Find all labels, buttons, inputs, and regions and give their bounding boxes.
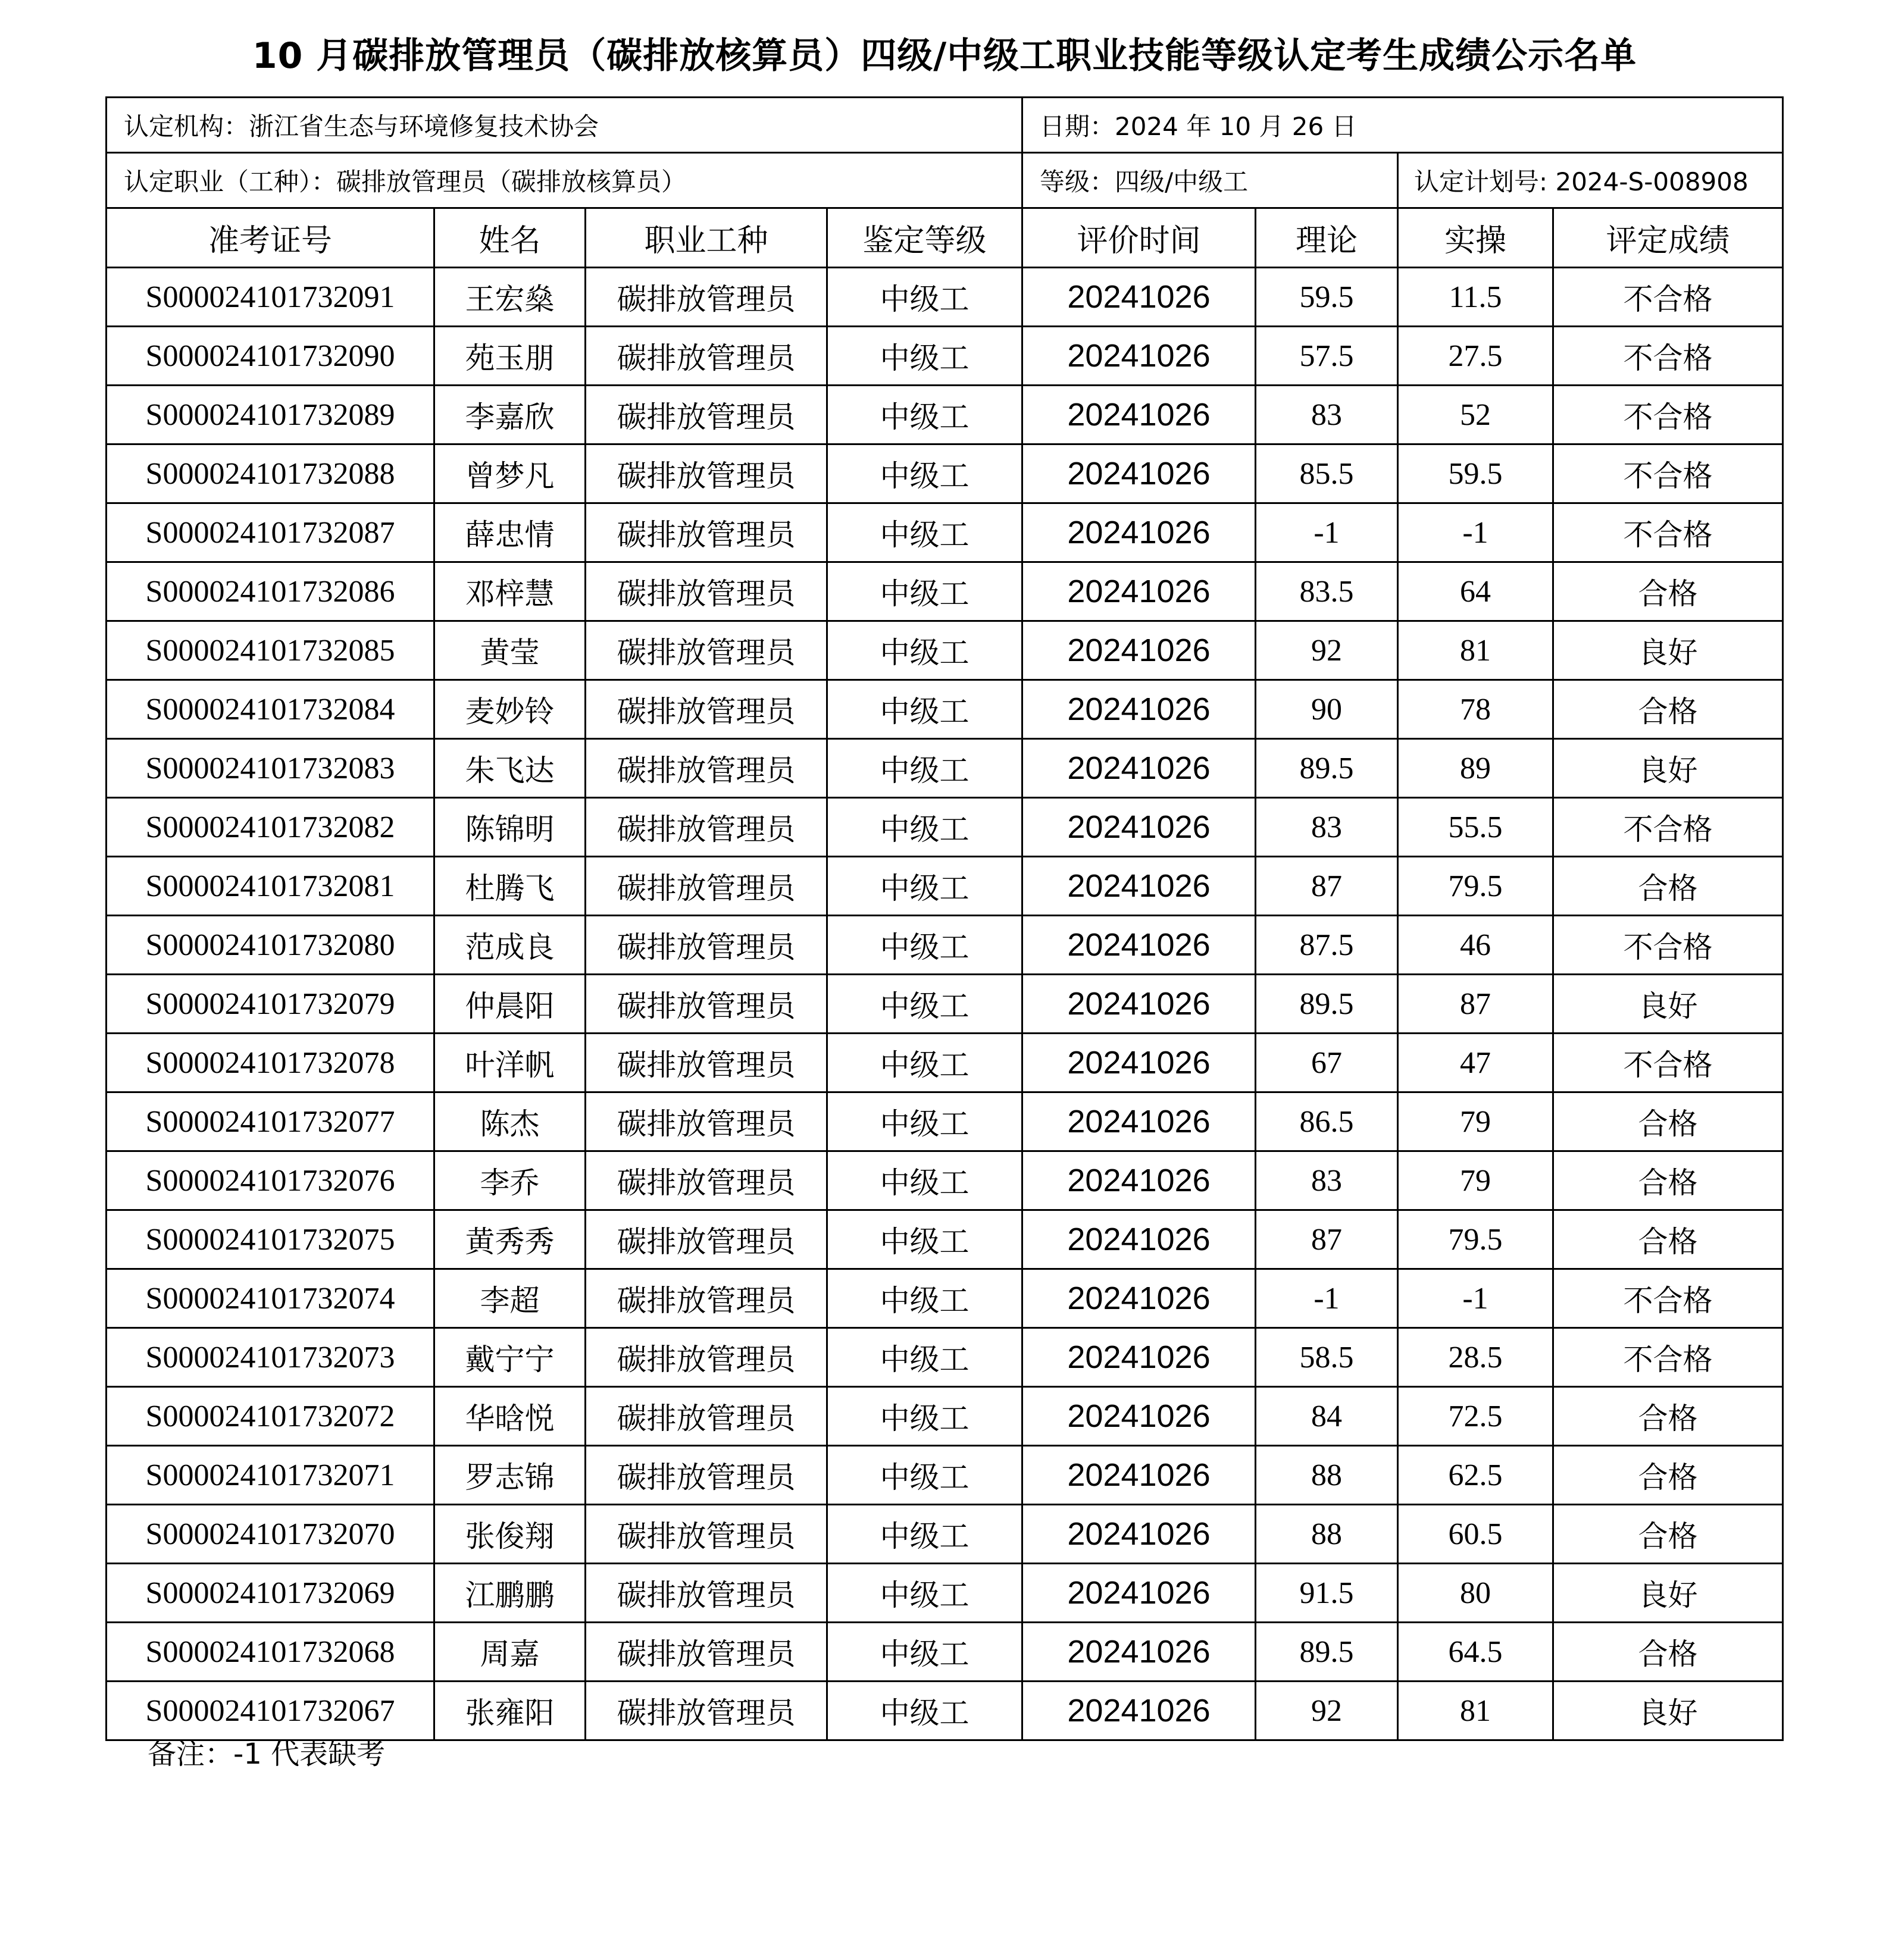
- cell-exam-id: S000024101732077: [107, 1092, 434, 1151]
- cell-exam-id: S000024101732087: [107, 503, 434, 562]
- table-row: [107, 503, 1783, 562]
- cell-theory: 91.5: [1256, 1564, 1398, 1623]
- cell-level: 中级工: [827, 1210, 1022, 1269]
- cell-result: 合格: [1553, 680, 1783, 739]
- cell-level: 中级工: [827, 798, 1022, 857]
- cell-practice: 59.5: [1398, 444, 1553, 503]
- cell-practice: 28.5: [1398, 1328, 1553, 1387]
- cell-eval-date: 20241026: [1022, 1151, 1256, 1210]
- cell-eval-date: 20241026: [1022, 798, 1256, 857]
- cell-theory: 89.5: [1256, 739, 1398, 798]
- table-row: [107, 1269, 1783, 1328]
- cell-theory: 89.5: [1256, 1623, 1398, 1682]
- cell-practice: 79: [1398, 1092, 1553, 1151]
- table-row: [107, 1387, 1783, 1446]
- cell-practice: 79.5: [1398, 1210, 1553, 1269]
- cell-level: 中级工: [827, 916, 1022, 975]
- cell-job: 碳排放管理员: [586, 857, 827, 916]
- cell-eval-date: 20241026: [1022, 562, 1256, 621]
- cell-theory: 86.5: [1256, 1092, 1398, 1151]
- cell-eval-date: 20241026: [1022, 503, 1256, 562]
- cell-level: 中级工: [827, 1387, 1022, 1446]
- cell-job: 碳排放管理员: [586, 562, 827, 621]
- cell-job: 碳排放管理员: [586, 1328, 827, 1387]
- cell-job: 碳排放管理员: [586, 1682, 827, 1740]
- cell-practice: 60.5: [1398, 1505, 1553, 1564]
- table-row: [107, 1328, 1783, 1387]
- cell-exam-id: S000024101732071: [107, 1446, 434, 1505]
- cell-exam-id: S000024101732078: [107, 1034, 434, 1092]
- cell-result: 不合格: [1553, 1269, 1783, 1328]
- cell-result: 合格: [1553, 1505, 1783, 1564]
- cell-eval-date: 20241026: [1022, 1269, 1256, 1328]
- cell-level: 中级工: [827, 1034, 1022, 1092]
- cell-theory: 92: [1256, 621, 1398, 680]
- cell-practice: -1: [1398, 1269, 1553, 1328]
- cell-level: 中级工: [827, 1682, 1022, 1740]
- header-result: 评定成绩: [1553, 208, 1783, 268]
- cell-level: 中级工: [827, 857, 1022, 916]
- cell-job: 碳排放管理员: [586, 1034, 827, 1092]
- cell-result: 良好: [1553, 1682, 1783, 1740]
- cell-result: 合格: [1553, 562, 1783, 621]
- cell-practice: 46: [1398, 916, 1553, 975]
- cert-plan-number: 认定计划号: 2024-S-008908: [1398, 153, 1783, 208]
- cell-exam-id: S000024101732070: [107, 1505, 434, 1564]
- table-row: [107, 562, 1783, 621]
- cell-job: 碳排放管理员: [586, 1151, 827, 1210]
- cell-job: 碳排放管理员: [586, 798, 827, 857]
- cell-result: 合格: [1553, 1151, 1783, 1210]
- cell-name: 黄莹: [434, 621, 586, 680]
- cell-theory: 87.5: [1256, 916, 1398, 975]
- cell-level: 中级工: [827, 1623, 1022, 1682]
- cell-result: 良好: [1553, 739, 1783, 798]
- cell-practice: 81: [1398, 621, 1553, 680]
- cell-practice: 27.5: [1398, 327, 1553, 386]
- cell-name: 朱飞达: [434, 739, 586, 798]
- cell-job: 碳排放管理员: [586, 916, 827, 975]
- cell-practice: 52: [1398, 386, 1553, 444]
- cell-practice: 87: [1398, 975, 1553, 1034]
- table-row: [107, 1210, 1783, 1269]
- cell-eval-date: 20241026: [1022, 621, 1256, 680]
- cell-theory: 88: [1256, 1505, 1398, 1564]
- cell-job: 碳排放管理员: [586, 739, 827, 798]
- cell-theory: 83: [1256, 1151, 1398, 1210]
- footnote: 备注：-1 代表缺考: [148, 1737, 386, 1771]
- cell-job: 碳排放管理员: [586, 1387, 827, 1446]
- cell-exam-id: S000024101732084: [107, 680, 434, 739]
- cell-exam-id: S000024101732079: [107, 975, 434, 1034]
- cell-theory: 57.5: [1256, 327, 1398, 386]
- cell-job: 碳排放管理员: [586, 386, 827, 444]
- cell-name: 李乔: [434, 1151, 586, 1210]
- header-job: 职业工种: [586, 208, 827, 268]
- cell-exam-id: S000024101732074: [107, 1269, 434, 1328]
- cell-result: 不合格: [1553, 1034, 1783, 1092]
- cell-level: 中级工: [827, 562, 1022, 621]
- table-row: [107, 1505, 1783, 1564]
- cell-level: 中级工: [827, 386, 1022, 444]
- cell-practice: 64: [1398, 562, 1553, 621]
- header-exam-id: 准考证号: [107, 208, 434, 268]
- cell-result: 不合格: [1553, 268, 1783, 327]
- score-table: [105, 96, 1784, 1741]
- table-row: [107, 739, 1783, 798]
- cell-theory: 83.5: [1256, 562, 1398, 621]
- cell-job: 碳排放管理员: [586, 1623, 827, 1682]
- cell-theory: -1: [1256, 1269, 1398, 1328]
- cell-level: 中级工: [827, 268, 1022, 327]
- cell-result: 合格: [1553, 1210, 1783, 1269]
- page-title: 10 月碳排放管理员（碳排放核算员）四级/中级工职业技能等级认定考生成绩公示名单: [252, 35, 1637, 77]
- cell-practice: 11.5: [1398, 268, 1553, 327]
- cell-name: 黄秀秀: [434, 1210, 586, 1269]
- cell-job: 碳排放管理员: [586, 621, 827, 680]
- cell-theory: 89.5: [1256, 975, 1398, 1034]
- table-row: [107, 857, 1783, 916]
- cell-job: 碳排放管理员: [586, 1446, 827, 1505]
- cert-occupation: 认定职业（工种）：碳排放管理员（碳排放核算员）: [107, 153, 1022, 208]
- cell-theory: 85.5: [1256, 444, 1398, 503]
- cell-exam-id: S000024101732085: [107, 621, 434, 680]
- cell-name: 张雍阳: [434, 1682, 586, 1740]
- cell-exam-id: S000024101732090: [107, 327, 434, 386]
- cell-exam-id: S000024101732072: [107, 1387, 434, 1446]
- cell-level: 中级工: [827, 1505, 1022, 1564]
- cell-result: 合格: [1553, 857, 1783, 916]
- cell-exam-id: S000024101732068: [107, 1623, 434, 1682]
- cell-name: 范成良: [434, 916, 586, 975]
- cell-practice: 81: [1398, 1682, 1553, 1740]
- cell-exam-id: S000024101732073: [107, 1328, 434, 1387]
- cell-eval-date: 20241026: [1022, 1387, 1256, 1446]
- table-header: [107, 208, 1783, 268]
- cell-level: 中级工: [827, 503, 1022, 562]
- cell-exam-id: S000024101732088: [107, 444, 434, 503]
- cell-exam-id: S000024101732082: [107, 798, 434, 857]
- cell-name: 江鹏鹏: [434, 1564, 586, 1623]
- cell-result: 良好: [1553, 1564, 1783, 1623]
- cell-eval-date: 20241026: [1022, 1682, 1256, 1740]
- cell-job: 碳排放管理员: [586, 1269, 827, 1328]
- cell-job: 碳排放管理员: [586, 680, 827, 739]
- cell-theory: 83: [1256, 386, 1398, 444]
- cell-result: 合格: [1553, 1623, 1783, 1682]
- table-row: [107, 798, 1783, 857]
- cell-eval-date: 20241026: [1022, 1446, 1256, 1505]
- cell-level: 中级工: [827, 444, 1022, 503]
- cell-practice: 78: [1398, 680, 1553, 739]
- table-row: [107, 1151, 1783, 1210]
- table-row: [107, 1446, 1783, 1505]
- table-row: [107, 1564, 1783, 1623]
- cell-theory: 59.5: [1256, 268, 1398, 327]
- cell-name: 薛忠情: [434, 503, 586, 562]
- cell-job: 碳排放管理员: [586, 444, 827, 503]
- cell-name: 仲晨阳: [434, 975, 586, 1034]
- header-level: 鉴定等级: [827, 208, 1022, 268]
- cell-result: 不合格: [1553, 798, 1783, 857]
- cell-theory: 83: [1256, 798, 1398, 857]
- cell-eval-date: 20241026: [1022, 739, 1256, 798]
- cell-level: 中级工: [827, 621, 1022, 680]
- cell-exam-id: S000024101732083: [107, 739, 434, 798]
- cell-theory: 88: [1256, 1446, 1398, 1505]
- table-row: [107, 386, 1783, 444]
- cell-eval-date: 20241026: [1022, 1505, 1256, 1564]
- cell-eval-date: 20241026: [1022, 268, 1256, 327]
- cell-result: 不合格: [1553, 386, 1783, 444]
- cert-level: 等级：四级/中级工: [1022, 153, 1398, 208]
- cell-name: 陈杰: [434, 1092, 586, 1151]
- cert-org: 认定机构：浙江省生态与环境修复技术协会: [107, 98, 1022, 153]
- cell-name: 邓梓慧: [434, 562, 586, 621]
- cell-result: 不合格: [1553, 503, 1783, 562]
- cell-eval-date: 20241026: [1022, 1210, 1256, 1269]
- cell-eval-date: 20241026: [1022, 1564, 1256, 1623]
- cell-result: 不合格: [1553, 444, 1783, 503]
- cell-practice: 89: [1398, 739, 1553, 798]
- table-row: [107, 1092, 1783, 1151]
- cert-date: 日期：2024 年 10 月 26 日: [1022, 98, 1783, 153]
- header-theory: 理论: [1256, 208, 1398, 268]
- table-row: [107, 621, 1783, 680]
- cell-level: 中级工: [827, 1269, 1022, 1328]
- cell-practice: 79.5: [1398, 857, 1553, 916]
- cell-eval-date: 20241026: [1022, 444, 1256, 503]
- cell-result: 不合格: [1553, 327, 1783, 386]
- cell-theory: 84: [1256, 1387, 1398, 1446]
- cell-practice: 72.5: [1398, 1387, 1553, 1446]
- cell-name: 华晗悦: [434, 1387, 586, 1446]
- cell-level: 中级工: [827, 739, 1022, 798]
- cell-name: 周嘉: [434, 1623, 586, 1682]
- cell-job: 碳排放管理员: [586, 503, 827, 562]
- cell-result: 不合格: [1553, 916, 1783, 975]
- cell-exam-id: S000024101732086: [107, 562, 434, 621]
- table-row: [107, 916, 1783, 975]
- cell-exam-id: S000024101732089: [107, 386, 434, 444]
- cell-name: 麦妙铃: [434, 680, 586, 739]
- cell-exam-id: S000024101732069: [107, 1564, 434, 1623]
- cell-name: 戴宁宁: [434, 1328, 586, 1387]
- header-name: 姓名: [434, 208, 586, 268]
- cell-theory: 90: [1256, 680, 1398, 739]
- cell-name: 王宏燊: [434, 268, 586, 327]
- table-row: [107, 444, 1783, 503]
- cell-name: 李超: [434, 1269, 586, 1328]
- cell-exam-id: S000024101732091: [107, 268, 434, 327]
- cell-level: 中级工: [827, 1092, 1022, 1151]
- cell-theory: 92: [1256, 1682, 1398, 1740]
- cell-eval-date: 20241026: [1022, 1092, 1256, 1151]
- cell-job: 碳排放管理员: [586, 1210, 827, 1269]
- cell-exam-id: S000024101732067: [107, 1682, 434, 1740]
- cell-name: 李嘉欣: [434, 386, 586, 444]
- cell-eval-date: 20241026: [1022, 1328, 1256, 1387]
- table-row: [107, 1034, 1783, 1092]
- cell-result: 不合格: [1553, 1328, 1783, 1387]
- cell-result: 合格: [1553, 1387, 1783, 1446]
- cell-eval-date: 20241026: [1022, 857, 1256, 916]
- cell-eval-date: 20241026: [1022, 975, 1256, 1034]
- cell-level: 中级工: [827, 1446, 1022, 1505]
- cell-level: 中级工: [827, 1151, 1022, 1210]
- cell-theory: 87: [1256, 1210, 1398, 1269]
- cell-exam-id: S000024101732080: [107, 916, 434, 975]
- cell-practice: 64.5: [1398, 1623, 1553, 1682]
- header-practice: 实操: [1398, 208, 1553, 268]
- cell-practice: 47: [1398, 1034, 1553, 1092]
- table-row: [107, 975, 1783, 1034]
- cell-eval-date: 20241026: [1022, 386, 1256, 444]
- header-eval-date: 评价时间: [1022, 208, 1256, 268]
- cell-theory: 67: [1256, 1034, 1398, 1092]
- cell-exam-id: S000024101732075: [107, 1210, 434, 1269]
- table-row: [107, 1623, 1783, 1682]
- cell-eval-date: 20241026: [1022, 680, 1256, 739]
- cell-level: 中级工: [827, 327, 1022, 386]
- table-row: [107, 680, 1783, 739]
- cell-result: 合格: [1553, 1446, 1783, 1505]
- cell-level: 中级工: [827, 1328, 1022, 1387]
- cell-eval-date: 20241026: [1022, 1623, 1256, 1682]
- cell-name: 曾梦凡: [434, 444, 586, 503]
- table-row: [107, 327, 1783, 386]
- cell-eval-date: 20241026: [1022, 1034, 1256, 1092]
- cell-practice: 62.5: [1398, 1446, 1553, 1505]
- cell-job: 碳排放管理员: [586, 1505, 827, 1564]
- cell-eval-date: 20241026: [1022, 327, 1256, 386]
- cell-name: 杜腾飞: [434, 857, 586, 916]
- cell-job: 碳排放管理员: [586, 1564, 827, 1623]
- cell-theory: 87: [1256, 857, 1398, 916]
- cell-exam-id: S000024101732081: [107, 857, 434, 916]
- cell-result: 良好: [1553, 621, 1783, 680]
- cell-practice: -1: [1398, 503, 1553, 562]
- cell-result: 合格: [1553, 1092, 1783, 1151]
- cell-name: 陈锦明: [434, 798, 586, 857]
- cell-practice: 79: [1398, 1151, 1553, 1210]
- cell-level: 中级工: [827, 975, 1022, 1034]
- cell-job: 碳排放管理员: [586, 268, 827, 327]
- cell-practice: 80: [1398, 1564, 1553, 1623]
- cell-job: 碳排放管理员: [586, 327, 827, 386]
- cell-level: 中级工: [827, 680, 1022, 739]
- cell-exam-id: S000024101732076: [107, 1151, 434, 1210]
- info-row-1: [107, 98, 1783, 153]
- cell-practice: 55.5: [1398, 798, 1553, 857]
- cell-theory: 58.5: [1256, 1328, 1398, 1387]
- cell-name: 张俊翔: [434, 1505, 586, 1564]
- cell-name: 苑玉朋: [434, 327, 586, 386]
- cell-name: 罗志锦: [434, 1446, 586, 1505]
- cell-job: 碳排放管理员: [586, 975, 827, 1034]
- cell-job: 碳排放管理员: [586, 1092, 827, 1151]
- cell-eval-date: 20241026: [1022, 916, 1256, 975]
- cell-theory: -1: [1256, 503, 1398, 562]
- info-row-2: [107, 153, 1783, 208]
- table-row: [107, 268, 1783, 327]
- cell-level: 中级工: [827, 1564, 1022, 1623]
- cell-result: 良好: [1553, 975, 1783, 1034]
- cell-name: 叶洋帆: [434, 1034, 586, 1092]
